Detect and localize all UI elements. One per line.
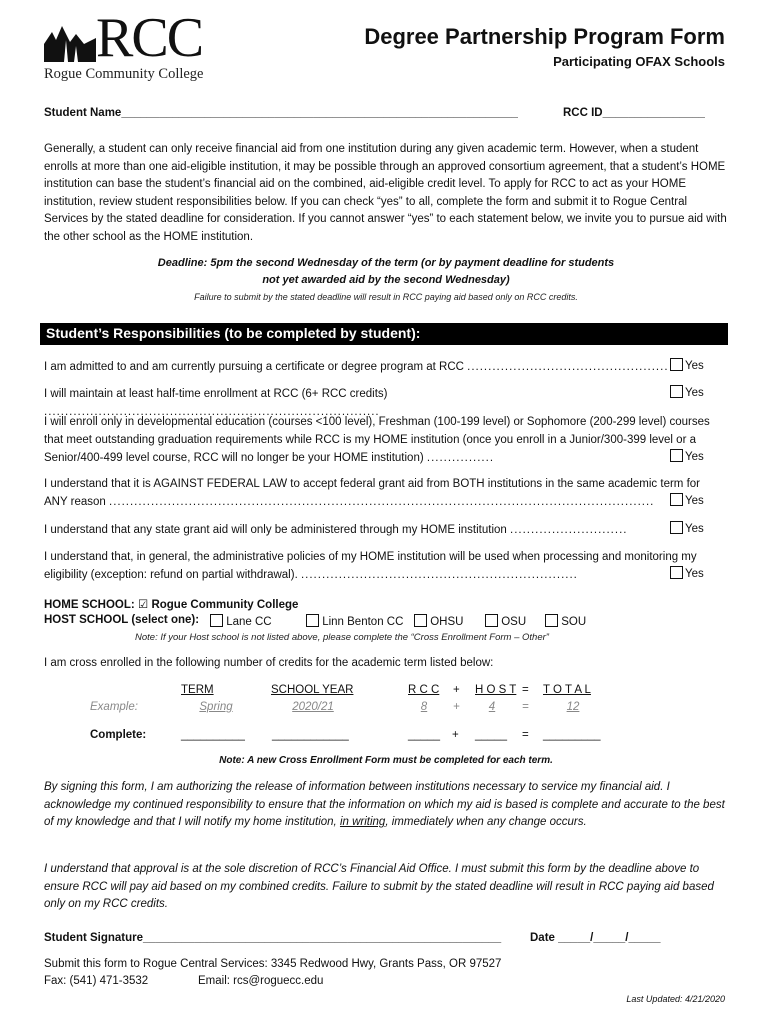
complete-term-field[interactable]: __________ bbox=[181, 729, 245, 741]
yes-label: Yes bbox=[685, 495, 704, 507]
yes-checkbox[interactable] bbox=[670, 493, 683, 506]
responsibility-text: I understand that any state grant aid will only be administered through my HOME institution bbox=[44, 524, 507, 536]
home-school-value: Rogue Community College bbox=[151, 599, 299, 611]
student-name-row bbox=[44, 107, 518, 119]
responsibility-text: I am admitted to and am currently pursuing a certificate or degree program at RCC bbox=[44, 361, 464, 373]
date-field[interactable]: _____/_____/_____ bbox=[558, 932, 661, 944]
approval-paragraph: I understand that approval is at the sole discretion of RCC’s Financial Aid Office. I must submit this form by the deadline above to ensure RCC will pay aid based on my combined credits. Failure to submit by the stated deadline will result in RCC paying aid based only on my RCC credits. bbox=[44, 863, 714, 910]
host-option-label: Lane CC bbox=[226, 616, 272, 628]
student-name-label: Student Name bbox=[44, 107, 122, 119]
credits-intro: I am cross enrolled in the following number of credits for the academic term listed below: bbox=[44, 657, 494, 669]
host-school-row bbox=[44, 614, 199, 626]
responsibility-item bbox=[44, 548, 710, 584]
responsibility-text: I understand that, in general, the administrative policies of my HOME institution will be used when processing and monitoring my eligibility (exception: refund on partial withdrawal). bbox=[44, 551, 697, 581]
rcc-id-label: RCC ID bbox=[563, 107, 603, 119]
yes-checkbox[interactable] bbox=[670, 566, 683, 579]
authorization-paragraph bbox=[44, 779, 728, 832]
cross-enrollment-note: Note: A new Cross Enrollment Form must be completed for each term. bbox=[219, 755, 553, 766]
last-updated: Last Updated: 4/21/2020 bbox=[626, 994, 725, 1004]
host-option-label: OSU bbox=[501, 616, 527, 628]
deadline-line-1: Deadline: 5pm the second Wednesday of the term (or by payment deadline for students bbox=[157, 257, 615, 269]
complete-plus: + bbox=[452, 729, 459, 741]
responsibility-item bbox=[44, 521, 710, 539]
email-address: Email: rcs@roguecc.edu bbox=[198, 975, 324, 987]
col-year-header: SCHOOL YEAR bbox=[271, 684, 354, 696]
form-title: Degree Partnership Program Form bbox=[364, 24, 725, 49]
yes-label: Yes bbox=[685, 523, 704, 535]
col-total-header: T O T A L bbox=[543, 684, 591, 696]
responsibility-text: I will enroll only in developmental education (courses <100 level), Freshman (100-199 level) or Sophomore (200-299 level) courses that meet outstanding graduation requirements while RCC is my HOME institution (once you enroll in a Junior/300-399 level or a Senior/400-499 level course, RCC will no longer be your HOME institution) bbox=[44, 416, 710, 464]
yes-label: Yes bbox=[685, 360, 704, 372]
yes-option bbox=[670, 566, 704, 580]
home-school-row bbox=[44, 597, 298, 611]
yes-option bbox=[670, 358, 704, 372]
logo-subtitle: Rogue Community College bbox=[44, 66, 204, 82]
example-year: 2020/21 bbox=[292, 701, 334, 713]
yes-option bbox=[670, 493, 704, 507]
signature-label: Student Signature bbox=[44, 932, 144, 944]
responsibility-item bbox=[44, 358, 710, 376]
example-total: 12 bbox=[566, 701, 580, 713]
example-term: Spring bbox=[199, 701, 233, 713]
rcc-logo bbox=[44, 7, 244, 88]
col-eq-header: = bbox=[522, 684, 529, 696]
date-row bbox=[530, 932, 660, 944]
host-checkbox[interactable] bbox=[306, 614, 319, 627]
col-term-header: TERM bbox=[181, 684, 214, 696]
complete-host-field[interactable]: _____ bbox=[475, 729, 507, 741]
yes-checkbox[interactable] bbox=[670, 358, 683, 371]
host-option-ohsu[interactable] bbox=[414, 614, 463, 628]
logo-wordmark: RCC bbox=[96, 7, 203, 69]
host-checkbox[interactable] bbox=[210, 614, 223, 627]
signature-field[interactable]: ________________________________________________________ bbox=[143, 932, 502, 944]
auth-text-emphasis: in writing bbox=[339, 816, 386, 828]
responsibility-text: I understand that it is AGAINST FEDERAL LAW to accept federal grant aid from BOTH institutions in the same academic term for ANY reason bbox=[44, 478, 700, 508]
host-checkbox[interactable] bbox=[545, 614, 558, 627]
complete-total-field[interactable]: _________ bbox=[543, 729, 601, 741]
yes-option bbox=[670, 521, 704, 535]
student-name-field[interactable]: ______________________________________________________________ bbox=[121, 107, 518, 119]
host-option-linn-benton[interactable] bbox=[306, 614, 403, 628]
leader-dots: ................................................................................ bbox=[44, 406, 380, 418]
example-host: 4 bbox=[488, 701, 496, 713]
responsibility-item bbox=[44, 413, 710, 467]
deadline-note: Failure to submit by the stated deadline will result in RCC paying aid based only on RCC credits. bbox=[194, 292, 578, 302]
responsibilities-heading: Student’s Responsibilities (to be completed by student): bbox=[40, 323, 728, 345]
tree-mountain-icon bbox=[44, 18, 96, 62]
example-label: Example: bbox=[90, 701, 138, 713]
auth-text-1: By signing this form, I am authorizing the release of information between institutions necessary to service my financial aid. I acknowledge my continued responsibility to ensure that the information on which my aid is based is complete and accurate to the best of my knowledge and that I will notify my home institution, bbox=[44, 781, 725, 828]
rcc-id-field[interactable]: ________________ bbox=[602, 107, 705, 119]
yes-label: Yes bbox=[685, 451, 704, 463]
complete-year-field[interactable]: ____________ bbox=[272, 729, 349, 741]
host-option-osu[interactable] bbox=[485, 614, 526, 628]
form-subtitle: Participating OFAX Schools bbox=[553, 54, 725, 69]
submit-instructions: Submit this form to Rogue Central Services: 3345 Redwood Hwy, Grants Pass, OR 97527 bbox=[44, 958, 502, 970]
host-option-lane[interactable] bbox=[210, 614, 272, 628]
signature-row bbox=[44, 932, 501, 944]
leader-dots: ................ bbox=[426, 452, 495, 464]
complete-label: Complete: bbox=[90, 729, 147, 741]
yes-checkbox[interactable] bbox=[670, 521, 683, 534]
host-checkbox[interactable] bbox=[414, 614, 427, 627]
yes-option bbox=[670, 385, 704, 399]
yes-checkbox[interactable] bbox=[670, 385, 683, 398]
example-eq: = bbox=[522, 701, 529, 713]
example-rcc: 8 bbox=[420, 701, 428, 713]
complete-rcc-field[interactable]: _____ bbox=[408, 729, 440, 741]
host-school-label: HOST SCHOOL (select one): bbox=[44, 614, 200, 626]
example-plus: + bbox=[453, 701, 460, 713]
auth-text-2: , immediately when any change occurs. bbox=[385, 816, 587, 828]
leader-dots: .................................................................................................................................. bbox=[109, 496, 655, 508]
responsibility-text: I will maintain at least half-time enrollment at RCC (6+ RCC credits) bbox=[44, 388, 388, 400]
host-option-sou[interactable] bbox=[545, 614, 586, 628]
fax-number: Fax: (541) 471-3532 bbox=[44, 975, 149, 987]
yes-label: Yes bbox=[685, 568, 704, 580]
yes-label: Yes bbox=[685, 387, 704, 399]
leader-dots: .................................................................. bbox=[300, 569, 578, 581]
home-school-label: HOME SCHOOL: bbox=[44, 599, 135, 611]
date-label: Date bbox=[530, 932, 555, 944]
leader-dots: ................................................ bbox=[467, 361, 669, 373]
col-rcc-header: R C C bbox=[408, 684, 440, 696]
col-host-header: H O S T bbox=[475, 684, 517, 696]
home-school-checkbox[interactable]: ☑ bbox=[137, 599, 149, 611]
deadline-line-2: not yet awarded aid by the second Wednesday) bbox=[262, 274, 510, 286]
host-option-label: OHSU bbox=[430, 616, 464, 628]
leader-dots: ............................ bbox=[510, 524, 628, 536]
complete-eq: = bbox=[522, 729, 529, 741]
host-option-label: Linn Benton CC bbox=[322, 616, 404, 628]
yes-option bbox=[670, 449, 704, 463]
host-option-label: SOU bbox=[561, 616, 587, 628]
host-checkbox[interactable] bbox=[485, 614, 498, 627]
col-plus-header: + bbox=[453, 684, 460, 696]
responsibility-item bbox=[44, 475, 710, 511]
rcc-id-row bbox=[563, 107, 705, 119]
intro-paragraph: Generally, a student can only receive financial aid from one institution during any given academic term. However, when a student enrolls at more than one aid-eligible institution, it may be possible through an approved consortium agreement, that a student’s HOME institution can base the student’s financial aid on the combined, aid-eligible credit level. To apply for RCC to act as your HOME institution, review student responsibilities below. If you can check “yes” to all, complete the form and submit it to Rogue Central Services by the stated deadline for consideration. If you cannot answer “yes” to each statement below, we invite you to pursue aid with the other school as the HOME institution. bbox=[44, 143, 727, 243]
host-school-note: Note: If your Host school is not listed above, please complete the “Cross Enrollment Form – Other” bbox=[135, 632, 549, 643]
yes-checkbox[interactable] bbox=[670, 449, 683, 462]
